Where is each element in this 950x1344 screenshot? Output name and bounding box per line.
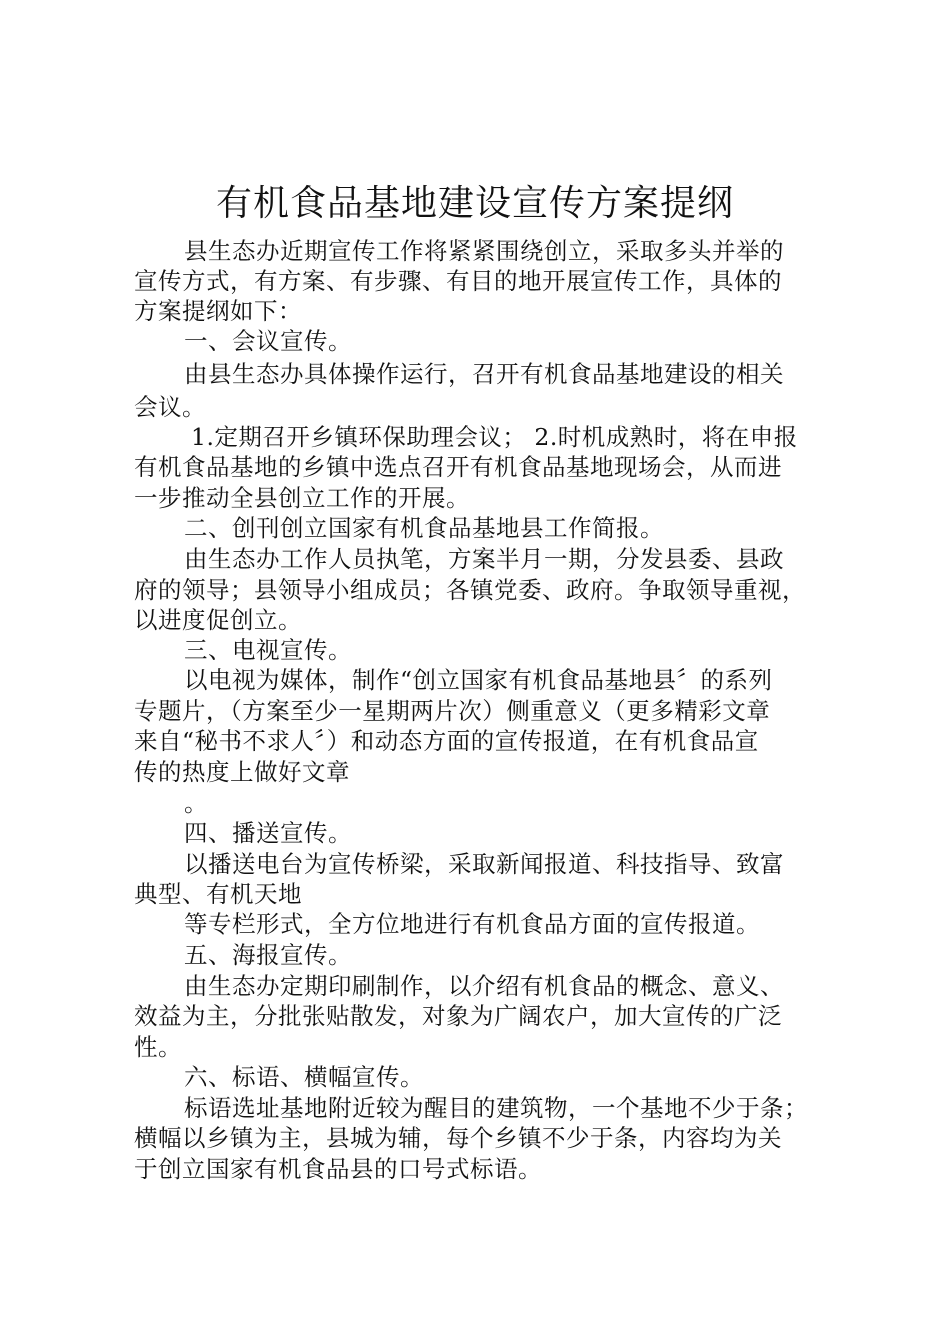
- text-line: 专题片，（方案至少一星期两片次）侧重意义（更多精彩文章: [134, 697, 771, 725]
- text-line: 方案提纲如下：: [134, 297, 302, 325]
- text-line: 等专栏形式，全方位地进行有机食品方面的宣传报道。: [184, 910, 760, 938]
- section-heading: 一、会议宣传。: [184, 327, 352, 355]
- section-heading: 三、电视宣传。: [184, 636, 352, 664]
- text-line: 一步推动全县创立工作的开展。: [134, 484, 470, 512]
- section-heading: 六、标语、横幅宣传。: [184, 1063, 424, 1091]
- text-line: 会议。: [134, 393, 206, 421]
- text-line: 以进度促创立。: [134, 606, 302, 634]
- text-line: 由生态办定期印刷制作，以介绍有机食品的概念、意义、: [184, 972, 784, 1000]
- section-heading: 二、创刊创立国家有机食品基地县工作简报。: [184, 514, 664, 542]
- text-line: 县生态办近期宣传工作将紧紧围绕创立，采取多头并举的: [184, 237, 784, 265]
- text-line: 性。: [134, 1033, 182, 1061]
- text-line: 标语选址基地附近较为醒目的建筑物，一个基地不少于条；: [184, 1094, 808, 1122]
- text-line: 传的热度上做好文章: [134, 758, 350, 786]
- text-line: 由县生态办具体操作运行，召开有机食品基地建设的相关: [184, 360, 784, 388]
- text-line: 1.定期召开乡镇环保助理会议； 2.时机成熟时，将在申报: [191, 423, 798, 451]
- text-line: 。: [184, 789, 208, 817]
- text-line: 于创立国家有机食品县的口号式标语。: [134, 1155, 542, 1183]
- page-title: 有机食品基地建设宣传方案提纲: [215, 183, 734, 224]
- text-line: 典型、有机天地: [134, 880, 302, 908]
- text-line: 来自“秘书不求人〞）和动态方面的宣传报道，在有机食品宣: [134, 727, 759, 755]
- text-line: 以播送电台为宣传桥梁，采取新闻报道、科技指导、致富: [184, 850, 784, 878]
- text-line: 效益为主，分批张贴散发，对象为广阔农户，加大宣传的广泛: [134, 1002, 782, 1030]
- text-line: 以电视为媒体，制作“创立国家有机食品基地县〞的系列: [184, 666, 773, 694]
- text-line: 由生态办工作人员执笔，方案半月一期，分发县委、县政: [184, 545, 784, 573]
- text-line: 宣传方式，有方案、有步骤、有目的地开展宣传工作，具体的: [134, 267, 782, 295]
- text-line: 有机食品基地的乡镇中选点召开有机食品基地现场会，从而进: [134, 453, 782, 481]
- section-heading: 五、海报宣传。: [184, 941, 352, 969]
- text-line: 府的领导；县领导小组成员；各镇党委、政府。争取领导重视，: [134, 576, 806, 604]
- section-heading: 四、播送宣传。: [184, 819, 352, 847]
- text-line: 横幅以乡镇为主，县城为辅，每个乡镇不少于条，内容均为关: [134, 1124, 782, 1152]
